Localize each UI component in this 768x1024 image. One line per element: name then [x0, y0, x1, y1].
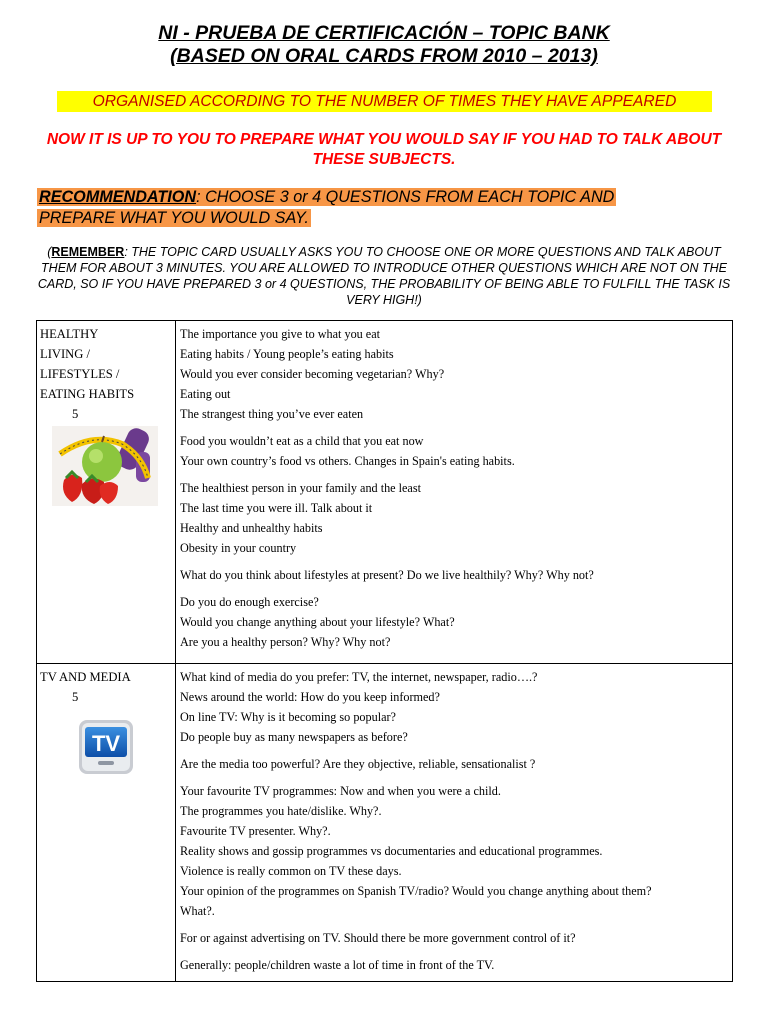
topic-name-line: LIVING / — [40, 347, 91, 361]
question-line: Obesity in your country — [180, 541, 297, 555]
organised-note: ORGANISED ACCORDING TO THE NUMBER OF TIMES THEY HAVE APPEARED — [57, 91, 712, 112]
document-title: NI - PRUEBA DE CERTIFICACIÓN – TOPIC BANK — [158, 22, 610, 44]
remember-open-paren: ( — [47, 245, 52, 259]
question-line: Food you wouldn’t eat as a child that you eat now — [180, 434, 424, 448]
topic-questions — [176, 321, 733, 664]
recommendation-text-1: : CHOOSE 3 or 4 QUESTIONS FROM EACH TOPIC AND — [196, 188, 615, 206]
question-line: On line TV: Why is it becoming so popular? — [180, 710, 396, 724]
topic-row-healthy-living — [37, 321, 733, 664]
question-line: Eating habits / Young people’s eating habits — [180, 347, 394, 361]
topic-cell — [37, 664, 176, 982]
question-line: News around the world: How do you keep informed? — [180, 690, 440, 704]
question-line: Your own country’s food vs others. Changes in Spain's eating habits. — [180, 454, 515, 468]
recommendation-text-2: PREPARE WHAT YOU WOULD SAY. — [39, 209, 309, 227]
healthy-food-icon — [52, 426, 172, 512]
remember-label: REMEMBER — [51, 245, 125, 259]
remember-note — [36, 244, 732, 308]
question-line: Are the media too powerful? Are they objective, reliable, sensationalist ? — [180, 757, 536, 771]
topic-name-line: TV AND MEDIA — [40, 670, 131, 684]
remember-text: : THE TOPIC CARD USUALLY ASKS YOU TO CHOOSE ONE OR MORE QUESTIONS AND TALK ABOUT THEM FOR ABOUT 3 MINUTES. YOU ARE ALLOWED TO INTRODUCE OTHER QUESTIONS WHICH ARE NOT ON THE CARD, SO IF YOU HAVE PREPARED 3 or 4 QUESTIONS, THE PROBABILITY OF BEING ABLE TO FULFILL THE TASK IS VERY HIGH!) — [37, 245, 731, 307]
question-line: Would you ever consider becoming vegetarian? Why? — [180, 367, 445, 381]
tv-icon — [78, 719, 172, 781]
topic-questions — [176, 664, 733, 982]
question-line: The programmes you hate/dislike. Why?. — [180, 804, 382, 818]
question-line: The importance you give to what you eat — [180, 327, 381, 341]
recommendation-line-1 — [37, 187, 616, 208]
question-line: The healthiest person in your family and the least — [180, 481, 421, 495]
prepare-note: NOW IT IS UP TO YOU TO PREPARE WHAT YOU WOULD SAY IF YOU HAD TO TALK ABOUT THESE SUBJECTS. — [46, 131, 722, 168]
question-line: Eating out — [180, 387, 231, 401]
question-line: Favourite TV presenter. Why?. — [180, 824, 331, 838]
topic-count: 5 — [72, 407, 79, 421]
question-line: Your opinion of the programmes on Spanish TV/radio? Would you change anything about them? — [180, 884, 652, 898]
question-line: Generally: people/children waste a lot of time in front of the TV. — [180, 958, 495, 972]
topic-name-line: HEALTHY — [40, 327, 99, 341]
question-line: Do people buy as many newspapers as before? — [180, 730, 408, 744]
question-line: What kind of media do you prefer: TV, the internet, newspaper, radio….? — [180, 670, 538, 684]
recommendation-label: RECOMMENDATION — [39, 188, 197, 206]
question-line: Are you a healthy person? Why? Why not? — [180, 635, 391, 649]
document-subtitle: (BASED ON ORAL CARDS FROM 2010 – 2013) — [170, 45, 598, 67]
topic-name-line: EATING HABITS — [40, 387, 135, 401]
topic-name-line: LIFESTYLES / — [40, 367, 120, 381]
question-line: Your favourite TV programmes: Now and when you were a child. — [180, 784, 501, 798]
topic-row-tv-media — [37, 664, 733, 982]
question-line: Violence is really common on TV these days. — [180, 864, 402, 878]
question-line: For or against advertising on TV. Should there be more government control of it? — [180, 931, 576, 945]
question-line: Do you do enough exercise? — [180, 595, 319, 609]
topics-table — [36, 320, 733, 982]
topic-cell — [37, 321, 176, 664]
question-line: What?. — [180, 904, 215, 918]
question-line: The strangest thing you’ve ever eaten — [180, 407, 364, 421]
question-line: The last time you were ill. Talk about it — [180, 501, 373, 515]
svg-text:TV: TV — [91, 731, 121, 756]
question-line: Reality shows and gossip programmes vs documentaries and educational programmes. — [180, 844, 603, 858]
topic-count: 5 — [72, 690, 79, 704]
question-line: Healthy and unhealthy habits — [180, 521, 323, 535]
question-line: What do you think about lifestyles at present? Do we live healthily? Why? Why not? — [180, 568, 594, 582]
question-line: Would you change anything about your lifestyle? What? — [180, 615, 455, 629]
recommendation-line-2 — [37, 208, 311, 229]
